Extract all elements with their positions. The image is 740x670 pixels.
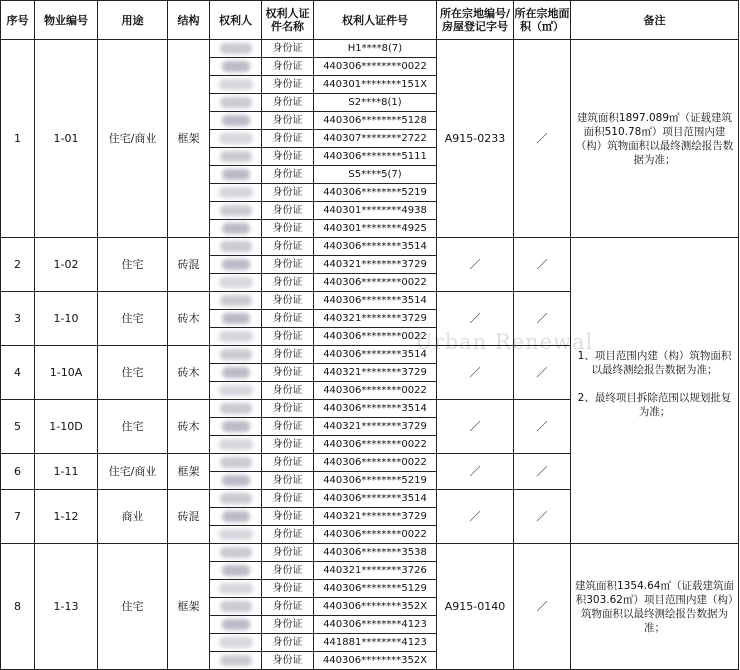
owner-cell [210, 562, 262, 580]
remark-cell [571, 238, 739, 544]
structure-cell: 框架 [168, 454, 210, 490]
property-no-cell: 1-10 [35, 292, 98, 346]
parcel-cell: ／ [437, 454, 514, 490]
redacted-owner-name [220, 403, 252, 414]
id-no-cell: 440306********0022 [314, 382, 437, 400]
owner-cell [210, 202, 262, 220]
property-no-cell: 1-02 [35, 238, 98, 292]
header-parcel: 所在宗地编号/房屋登记字号 [437, 1, 514, 40]
parcel-cell: ／ [437, 346, 514, 400]
id-type-cell: 身份证 [262, 382, 314, 400]
owner-cell [210, 580, 262, 598]
redacted-owner-name [220, 295, 252, 306]
id-no-cell: 440306********352X [314, 652, 437, 670]
redacted-owner-name [220, 493, 252, 504]
id-no-cell: 440306********3514 [314, 238, 437, 256]
redacted-owner-name [222, 259, 250, 270]
id-no-cell: 440306********0022 [314, 58, 437, 76]
id-type-cell: 身份证 [262, 418, 314, 436]
id-no-cell: H1****8(7) [314, 40, 437, 58]
usage-cell: 住宅/商业 [98, 454, 168, 490]
header-remark: 备注 [571, 1, 739, 40]
area-cell: ／ [514, 346, 571, 400]
id-type-cell: 身份证 [262, 292, 314, 310]
seq-cell: 2 [1, 238, 35, 292]
seq-cell: 8 [1, 544, 35, 670]
usage-cell: 住宅/商业 [98, 40, 168, 238]
id-no-cell: 440307********2722 [314, 130, 437, 148]
id-type-cell: 身份证 [262, 652, 314, 670]
id-type-cell: 身份证 [262, 490, 314, 508]
id-no-cell: 440301********151X [314, 76, 437, 94]
owner-cell [210, 634, 262, 652]
redacted-owner-name [222, 565, 250, 576]
structure-cell: 砖木 [168, 292, 210, 346]
id-type-cell: 身份证 [262, 634, 314, 652]
id-type-cell: 身份证 [262, 76, 314, 94]
id-no-cell: 440301********4925 [314, 220, 437, 238]
redacted-owner-name [222, 619, 250, 630]
redacted-owner-name [220, 151, 252, 162]
redacted-owner-name [219, 637, 253, 648]
parcel-cell: ／ [437, 490, 514, 544]
id-type-cell: 身份证 [262, 94, 314, 112]
remark-cell: 建筑面积1354.64㎡（证载建筑面积303.62㎡）项目范围内建（构）筑物面积以最终测绘报告数据为准； [571, 544, 739, 670]
area-cell: ／ [514, 544, 571, 670]
owner-cell [210, 40, 262, 58]
usage-cell: 住宅 [98, 400, 168, 454]
header-structure: 结构 [168, 1, 210, 40]
parcel-cell: ／ [437, 292, 514, 346]
id-type-cell: 身份证 [262, 544, 314, 562]
redacted-owner-name [220, 97, 252, 108]
owner-cell [210, 148, 262, 166]
redacted-owner-name [220, 349, 252, 360]
usage-cell: 住宅 [98, 544, 168, 670]
table-row [1, 40, 739, 58]
id-no-cell: 440321********3729 [314, 310, 437, 328]
property-no-cell: 1-12 [35, 490, 98, 544]
owner-cell [210, 454, 262, 472]
id-no-cell: 441881********4123 [314, 634, 437, 652]
id-no-cell: 440306********4123 [314, 616, 437, 634]
owner-cell [210, 238, 262, 256]
area-cell: ／ [514, 400, 571, 454]
owner-cell [210, 310, 262, 328]
header-area: 所在宗地面积（㎡） [514, 1, 571, 40]
redacted-owner-name [222, 115, 250, 126]
id-type-cell: 身份证 [262, 454, 314, 472]
owner-cell [210, 472, 262, 490]
owner-cell [210, 256, 262, 274]
id-type-cell: 身份证 [262, 112, 314, 130]
id-type-cell: 身份证 [262, 598, 314, 616]
owner-cell [210, 544, 262, 562]
id-type-cell: 身份证 [262, 508, 314, 526]
id-type-cell: 身份证 [262, 400, 314, 418]
redacted-owner-name [222, 367, 250, 378]
usage-cell: 住宅 [98, 346, 168, 400]
redacted-owner-name [219, 529, 253, 540]
redacted-owner-name [220, 601, 252, 612]
owner-cell [210, 436, 262, 454]
id-no-cell: 440306********3514 [314, 292, 437, 310]
owner-cell [210, 508, 262, 526]
id-type-cell: 身份证 [262, 346, 314, 364]
id-no-cell: 440306********0022 [314, 436, 437, 454]
owner-cell [210, 328, 262, 346]
id-type-cell: 身份证 [262, 310, 314, 328]
id-no-cell: S5****5(7) [314, 166, 437, 184]
id-type-cell: 身份证 [262, 472, 314, 490]
owner-cell [210, 346, 262, 364]
redacted-owner-name [222, 313, 250, 324]
id-no-cell: 440306********352X [314, 598, 437, 616]
parcel-cell: ／ [437, 238, 514, 292]
id-type-cell: 身份证 [262, 40, 314, 58]
parcel-cell: A915-0140 [437, 544, 514, 670]
header-row [1, 1, 739, 40]
id-no-cell: 440306********5111 [314, 148, 437, 166]
table-row [1, 544, 739, 562]
id-type-cell: 身份证 [262, 562, 314, 580]
redacted-owner-name [220, 241, 252, 252]
id-no-cell: 440306********0022 [314, 454, 437, 472]
remark-item-2: 2、最终项目拆除范围以规划批复为准； [577, 391, 732, 418]
id-no-cell: 440321********3729 [314, 364, 437, 382]
structure-cell: 框架 [168, 544, 210, 670]
owner-cell [210, 130, 262, 148]
area-cell: ／ [514, 292, 571, 346]
id-type-cell: 身份证 [262, 436, 314, 454]
redacted-owner-name [220, 547, 252, 558]
header-owner: 权利人 [210, 1, 262, 40]
seq-cell: 6 [1, 454, 35, 490]
id-type-cell: 身份证 [262, 148, 314, 166]
redacted-owner-name [219, 133, 253, 144]
redacted-owner-name [219, 439, 253, 450]
id-no-cell: 440306********5219 [314, 472, 437, 490]
owner-cell [210, 400, 262, 418]
structure-cell: 砖混 [168, 238, 210, 292]
structure-cell: 砖混 [168, 490, 210, 544]
redacted-owner-name [219, 583, 253, 594]
watermark-text: Urban Renewal [415, 330, 594, 354]
property-no-cell: 1-13 [35, 544, 98, 670]
usage-cell: 住宅 [98, 238, 168, 292]
id-type-cell: 身份证 [262, 580, 314, 598]
header-id-type: 权利人证件名称 [262, 1, 314, 40]
owner-cell [210, 292, 262, 310]
remark-item-1: 1、项目范围内建（构）筑物面积以最终测绘报告数据为准； [577, 349, 732, 376]
id-no-cell: S2****8(1) [314, 94, 437, 112]
id-no-cell: 440306********3514 [314, 490, 437, 508]
redacted-owner-name [219, 277, 253, 288]
redacted-owner-name [222, 169, 250, 180]
redacted-owner-name [222, 475, 250, 486]
header-usage: 用途 [98, 1, 168, 40]
id-no-cell: 440306********5219 [314, 184, 437, 202]
owner-cell [210, 616, 262, 634]
id-type-cell: 身份证 [262, 166, 314, 184]
redacted-owner-name [219, 79, 253, 90]
owner-cell [210, 166, 262, 184]
id-no-cell: 440306********0022 [314, 274, 437, 292]
redacted-owner-name [219, 187, 253, 198]
property-no-cell: 1-01 [35, 40, 98, 238]
seq-cell: 5 [1, 400, 35, 454]
id-no-cell: 440306********0022 [314, 526, 437, 544]
id-type-cell: 身份证 [262, 328, 314, 346]
id-type-cell: 身份证 [262, 184, 314, 202]
id-no-cell: 440321********3729 [314, 256, 437, 274]
area-cell: ／ [514, 238, 571, 292]
id-type-cell: 身份证 [262, 238, 314, 256]
redacted-owner-name [222, 511, 250, 522]
usage-cell: 住宅 [98, 292, 168, 346]
redacted-owner-name [219, 385, 253, 396]
owner-cell [210, 274, 262, 292]
owner-cell [210, 184, 262, 202]
owner-cell [210, 382, 262, 400]
redacted-owner-name [222, 421, 250, 432]
area-cell: ／ [514, 454, 571, 490]
id-type-cell: 身份证 [262, 202, 314, 220]
parcel-cell: A915-0233 [437, 40, 514, 238]
id-type-cell: 身份证 [262, 256, 314, 274]
owner-cell [210, 652, 262, 670]
id-type-cell: 身份证 [262, 274, 314, 292]
id-type-cell: 身份证 [262, 526, 314, 544]
id-no-cell: 440321********3729 [314, 418, 437, 436]
owner-cell [210, 94, 262, 112]
id-no-cell: 440321********3729 [314, 508, 437, 526]
structure-cell: 砖木 [168, 400, 210, 454]
owner-cell [210, 364, 262, 382]
redacted-owner-name [220, 43, 252, 54]
id-no-cell: 440306********3538 [314, 544, 437, 562]
area-cell: ／ [514, 40, 571, 238]
parcel-cell: ／ [437, 400, 514, 454]
id-no-cell: 440306********3514 [314, 346, 437, 364]
seq-cell: 4 [1, 346, 35, 400]
table-body [1, 40, 739, 670]
header-property-no: 物业编号 [35, 1, 98, 40]
id-no-cell: 440301********4938 [314, 202, 437, 220]
remark-cell: 建筑面积1897.089㎡（证载建筑面积510.78㎡）项目范围内建（构）筑物面积以最终测绘报告数据为准； [571, 40, 739, 238]
structure-cell: 砖木 [168, 346, 210, 400]
header-id-no: 权利人证件号 [314, 1, 437, 40]
table-row [1, 238, 739, 256]
owner-cell [210, 418, 262, 436]
id-type-cell: 身份证 [262, 616, 314, 634]
id-no-cell: 440306********5128 [314, 112, 437, 130]
owner-cell [210, 490, 262, 508]
owner-cell [210, 112, 262, 130]
structure-cell: 框架 [168, 40, 210, 238]
property-no-cell: 1-11 [35, 454, 98, 490]
seq-cell: 1 [1, 40, 35, 238]
header-seq: 序号 [1, 1, 35, 40]
owner-cell [210, 526, 262, 544]
id-type-cell: 身份证 [262, 58, 314, 76]
owner-cell [210, 598, 262, 616]
id-no-cell: 440306********3514 [314, 400, 437, 418]
seq-cell: 3 [1, 292, 35, 346]
redacted-owner-name [219, 331, 253, 342]
id-no-cell: 440306********5129 [314, 580, 437, 598]
redacted-owner-name [220, 205, 252, 216]
property-no-cell: 1-10A [35, 346, 98, 400]
owner-cell [210, 220, 262, 238]
id-type-cell: 身份证 [262, 364, 314, 382]
redacted-owner-name [220, 457, 252, 468]
owner-cell [210, 76, 262, 94]
redacted-owner-name [220, 655, 252, 666]
property-no-cell: 1-10D [35, 400, 98, 454]
usage-cell: 商业 [98, 490, 168, 544]
seq-cell: 7 [1, 490, 35, 544]
id-type-cell: 身份证 [262, 220, 314, 238]
id-no-cell: 440321********3726 [314, 562, 437, 580]
id-no-cell: 440306********0022 [314, 328, 437, 346]
redacted-owner-name [222, 61, 250, 72]
owner-cell [210, 58, 262, 76]
redacted-owner-name [222, 223, 250, 234]
id-type-cell: 身份证 [262, 130, 314, 148]
area-cell: ／ [514, 490, 571, 544]
